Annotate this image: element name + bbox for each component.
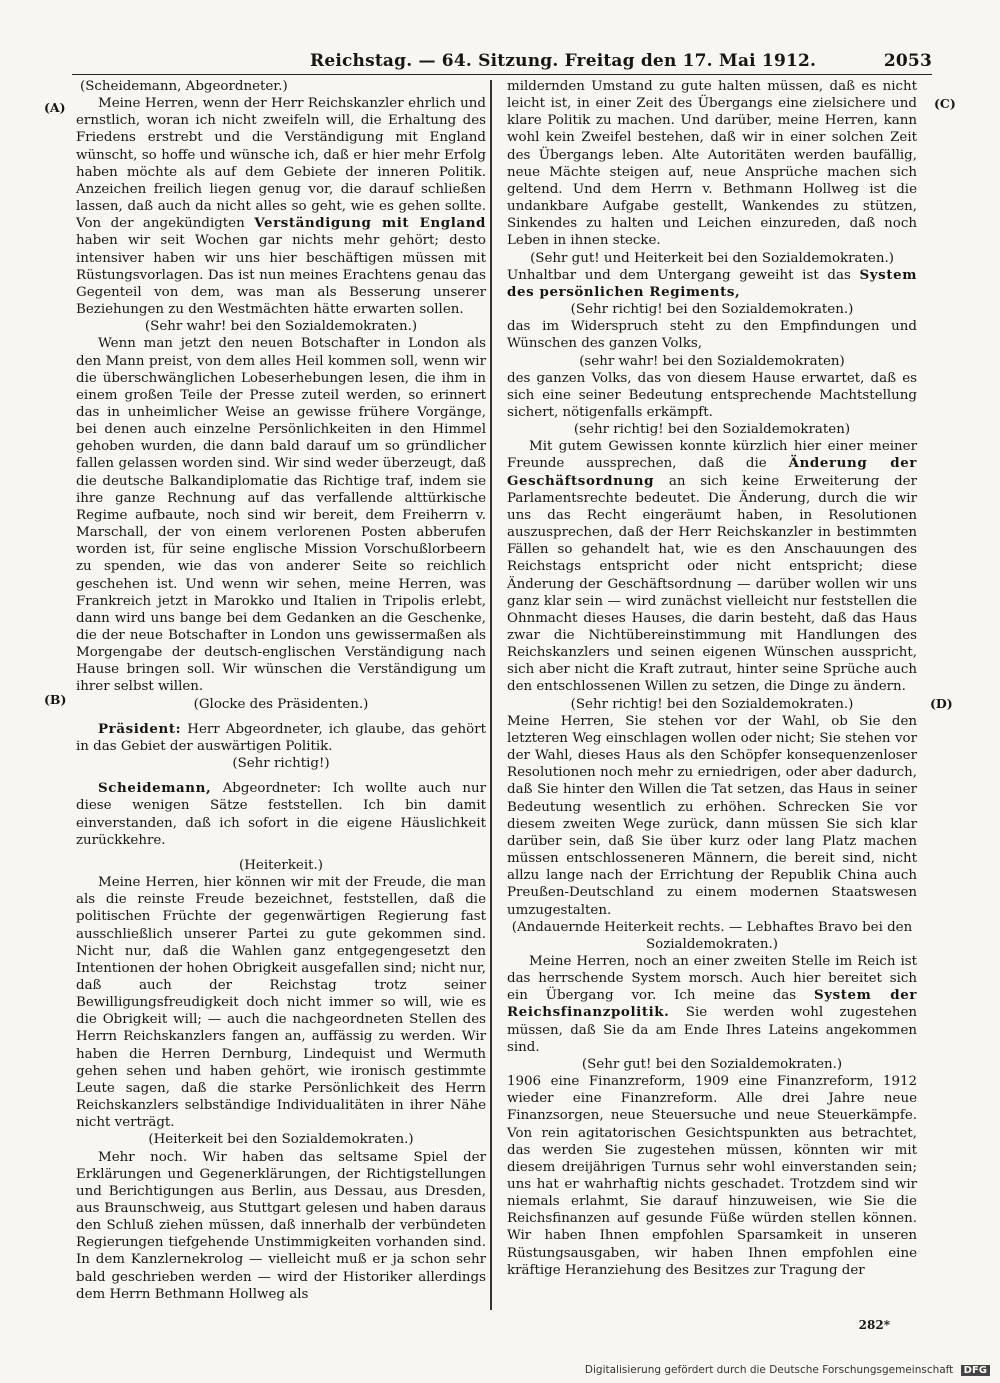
emphasis: System des persönlichen Regiments,: [507, 266, 917, 300]
paragraph: Mit gutem Gewissen konnte kürzlich hier einer meiner Freunde aussprechen, daß die Änderung der Geschäftsordnung an sich keine Erweiterung der Parlamentsrechte bedeutet. Die Änderung, durch die wir uns das Recht eingeräumt haben, in Resolutionen auszusprechen, daß der Herr Reichskanzler in bestimmten Fällen so gehandelt hat, wie es den Anschauungen des Reichstags entspricht oder nicht entspricht; diese Änderung der Geschäftsordnung — darüber wollen wir uns ganz klar sein — wird zunächst vielleicht nur feststellen die Ohnmacht dieses Hauses, die darin besteht, daß das Haus zwar die Nichtübereinstimmung mit Handlungen des Reichskanzlers und seinen eigenen Wünschen ausspricht, sich aber nicht die Kraft zutraut, hinter seine Sprüche auch den entschlossenen Willen zu setzen, die Dinge zu ändern.: [507, 439, 917, 695]
paragraph: Unhaltbar und dem Untergang geweiht ist das System des persönlichen Regiments,: [507, 266, 917, 300]
digitization-footer: [585, 1364, 990, 1376]
paragraph: Meine Herren, hier können wir mit der Freude, die man als die reinste Freude bezeichnet, feststellen, daß die politischen Früchte der gegenwärtigen Regierung fast ausschließlich unserer Partei zu gute gekommen sind. Nicht nur, daß die Wahlen ganz entgegengesetzt den Intentionen der hohen Obrigkeit ausgefallen sind; nicht nur, daß auch der Reichstag trotz seiner Bewilligungsfreudigkeit doch nicht immer so will, wie es die Obrigkeit will; — auch die nachgeordneten Stellen des Herrn Reichskanzlers fangen an, auffässig zu werden. Wir haben die Herren Dernburg, Lindequist und Wermuth gehen sehen und haben gehört, wie ironisch gestimmte Leute sagen, daß die starke Persönlichkeit des Herrn Reichskanzlers selbständige Individualitäten in ihrer Nähe nicht verträgt.: [76, 875, 486, 1131]
speaker-name: Scheidemann,: [98, 780, 212, 797]
paragraph: Wenn man jetzt den neuen Botschafter in London als den Mann preist, von dem alles Heil kommen soll, wenn wir die überschwänglichen Lobeserhebungen lesen, die ihm in einem großen Teile der Presse zuteil werden, so erinnert das in unheimlicher Weise an gewisse frühere Vorgänge, bei denen auch einzelne Persönlichkeiten in den Himmel gehoben wurden, die dann bald darauf um so gründlicher fallen gelassen worden sind. Wir sind weder überzeugt, daß die deutsche Balkandiplomatie das Richtige traf, indem sie ihre ganze Rechnung auf das verfallende alttürkische Regime aufbaute, noch sind wir bereit, dem Freiherrn v. Marschall, der von einem verlorenen Posten abberufen worden ist, für seine englische Mission Vorschußlorbeern zu spenden, wie das von anderer Seite so reichlich geschehen ist. Und wenn wir sehen, meine Herren, was Frankreich jetzt in Marokko und Italien in Tripolis erlebt, dann wird uns bange bei dem Gedanken an die Geschenke, die der neue Botschafter in London uns gewissermaßen als Morgengabe der deutsch-englischen Verständigung nach Hause bringen soll. Wir wünschen die Verständigung um ihrer selbst willen.: [76, 336, 486, 695]
dfg-logo: DFG: [961, 1365, 990, 1376]
emphasis: Verständigung mit England: [254, 215, 487, 232]
paragraph: des ganzen Volks, das von diesem Hause erwartet, daß es sich eine seiner Bedeutung entsprechende Machtstellung sichert, nötigenfalls erkämpft.: [507, 370, 917, 420]
reaction: (Glocke des Präsidenten.): [193, 696, 369, 712]
margin-mark-c: (C): [934, 96, 956, 111]
reaction: (sehr richtig! bei den Sozialdemokraten): [573, 422, 851, 438]
right-column: [507, 78, 917, 1279]
reaction: (Sehr richtig! bei den Sozialdemokraten.): [570, 696, 854, 712]
margin-mark-a: (A): [44, 100, 66, 115]
paragraph: Präsident: Herr Abgeordneter, ich glaube, das gehört in das Gebiet der auswärtigen Politik.: [76, 720, 487, 754]
paragraph: 1906 eine Finanzreform, 1909 eine Finanzreform, 1912 wieder eine Finanzreform. Alle drei Jahre neue Finanzsorgen, neue Steuersuche und neue Steuerkämpfe. Von rein agitatorischen Gesichtspunkten aus betrachtet, das werden Sie zugestehen müssen, könnten wir mit diesem dreijährigen Turnus sehr wohl einverstanden sein; uns hat er wahrhaftig nichts geschadet. Trotzdem sind wir niemals erlahmt, Sie darauf hinzuweisen, wie Sie die Reichsfinanzen auf gesunde Füße würden stellen können. Wir haben Ihnen empfohlen Sparsamkeit in unseren Rüstungsausgaben, wir haben Ihnen empfohlen eine kräftige Heranziehung des Besitzes zur Tragung der: [507, 1074, 917, 1278]
margin-mark-b: (B): [44, 692, 67, 707]
paragraph: das im Widerspruch steht zu den Empfindungen und Wünschen des ganzen Volks,: [507, 319, 917, 352]
column-divider: [490, 80, 492, 1310]
reaction: (Heiterkeit.): [239, 857, 323, 873]
emphasis: System der Reichsfinanzpolitik.: [507, 987, 917, 1021]
margin-mark-d: (D): [930, 696, 953, 711]
reaction: (Sehr gut! bei den Sozialdemokraten.): [581, 1056, 843, 1072]
reaction: (Heiterkeit bei den Sozialdemokraten.): [148, 1132, 414, 1148]
reaction: (Andauernde Heiterkeit rechts. — Lebhaftes Bravo bei den Sozialdemokraten.): [511, 919, 913, 952]
paragraph: Meine Herren, wenn der Herr Reichskanzler ehrlich und ernstlich, woran ich nicht zweifeln will, die Erhaltung des Friedens erstrebt und die Verständigung mit England wünscht, so hoffe und wünsche ich, daß er hier mehr Erfolg haben möchte als auf dem Gebiete der inneren Politik. Anzeichen freilich liegen genug vor, die darauf schließen lassen, daß auch da nicht alles so geht, wie es gehen sollte. Von der angekündigten Verständigung mit England haben wir seit Wochen gar nichts mehr gehört; desto intensiver haben wir uns hier beschäftigen müssen mit Rüstungsvorlagen. Das ist nun meines Erachtens genau das Gegenteil von dem, was man als Besserung unserer Beziehungen zu den Westmächten hätte erwarten sollen.: [76, 96, 487, 318]
paragraph: Mehr noch. Wir haben das seltsame Spiel der Erklärungen und Gegenerklärungen, der Richtigstellungen und Berichtigungen aus Berlin, aus Dessau, aus Dresden, aus Braunschweig, aus Stuttgart gelesen und haben daraus den Schluß ziehen müssen, daß innerhalb der verbündeten Regierungen tiefgehende Unstimmigkeiten vorhanden sind. In dem Kanzlernekrolog — vielleicht muß er ja schon sehr bald geschrieben werden — wird der Historiker allerdings dem Herrn Bethmann Hollweg als: [76, 1149, 486, 1302]
paragraph: mildernden Umstand zu gute halten müssen, daß es nicht leicht ist, in einer Zeit des Übergangs eine zielsichere und klare Politik zu machen. Und darüber, meine Herren, kann wohl kein Zweifel bestehen, daß wir in einer solchen Zeit des Übergangs leben. Alte Autoritäten werden baufällig, neue Mächte steigen auf, neue Ansprüche machen sich geltend. Und dem Herrn v. Bethmann Hollweg ist die undankbare Aufgabe gestellt, Wankendes zu stützen, Sinkendes zu halten und Leichen einzureden, daß noch Leben in ihnen stecke.: [507, 79, 917, 249]
paragraph: Meine Herren, Sie stehen vor der Wahl, ob Sie den letzteren Weg einschlagen wollen oder nicht; Sie stehen vor der Wahl, dieses Haus als den Schöpfer konsequenzenloser Resolutionen noch mehr zu erniedrigen, oder aber dadurch, daß Sie hinter den Willen die Tat setzen, das Haus in seiner Bedeutung wesentlich zu erhöhen. Schrecken Sie vor diesem zweiten Wege zurück, dann müssen Sie sich klar darüber sein, daß Sie über kurz oder lang Platz machen müssen entschlosseneren Männern, die bereit sind, nicht allzu lange nach der Errichtung der Republik China auch Preußen-Deutschland zu einem modernen Staatswesen umzugestalten.: [507, 713, 917, 918]
paragraph: Meine Herren, noch an einer zweiten Stelle im Reich ist das herrschende System morsch. Auch hier bereitet sich ein Übergang vor. Ich meine das System der Reichsfinanzpolitik. Sie werden wohl zugestehen müssen, daß Sie da am Ende Ihres Lateins angekommen sind.: [507, 953, 917, 1055]
reaction: (sehr wahr! bei den Sozialdemokraten): [579, 353, 845, 369]
signature-mark: 282*: [858, 1318, 890, 1332]
reaction: (Sehr wahr! bei den Sozialdemokraten.): [144, 319, 418, 335]
speaker-name: Präsident:: [98, 720, 182, 737]
paragraph: Scheidemann, Abgeordneter: Ich wollte auch nur diese wenigen Sätze feststellen. Ich bin damit einverstanden, daß ich sofort in die eigene Häuslichkeit zurückkehre.: [76, 780, 486, 848]
emphasis: Änderung der Geschäftsordnung: [507, 455, 917, 489]
footer-text: Digitalisierung gefördert durch die Deutsche Forschungsgemeinschaft: [584, 1364, 954, 1376]
reaction: (Sehr richtig! bei den Sozialdemokraten.): [570, 302, 854, 318]
reaction: (Sehr richtig!): [232, 756, 330, 772]
speaker-tag: (Scheidemann, Abgeordneter.): [80, 79, 288, 94]
left-column: [76, 78, 486, 1303]
running-head: Reichstag. — 64. Sitzung. Freitag den 17. Mai 1912.: [310, 51, 817, 71]
page-number: 2053: [883, 51, 932, 71]
reaction: (Sehr gut! und Heiterkeit bei den Sozialdemokraten.): [530, 250, 894, 266]
page-header: [72, 50, 932, 75]
